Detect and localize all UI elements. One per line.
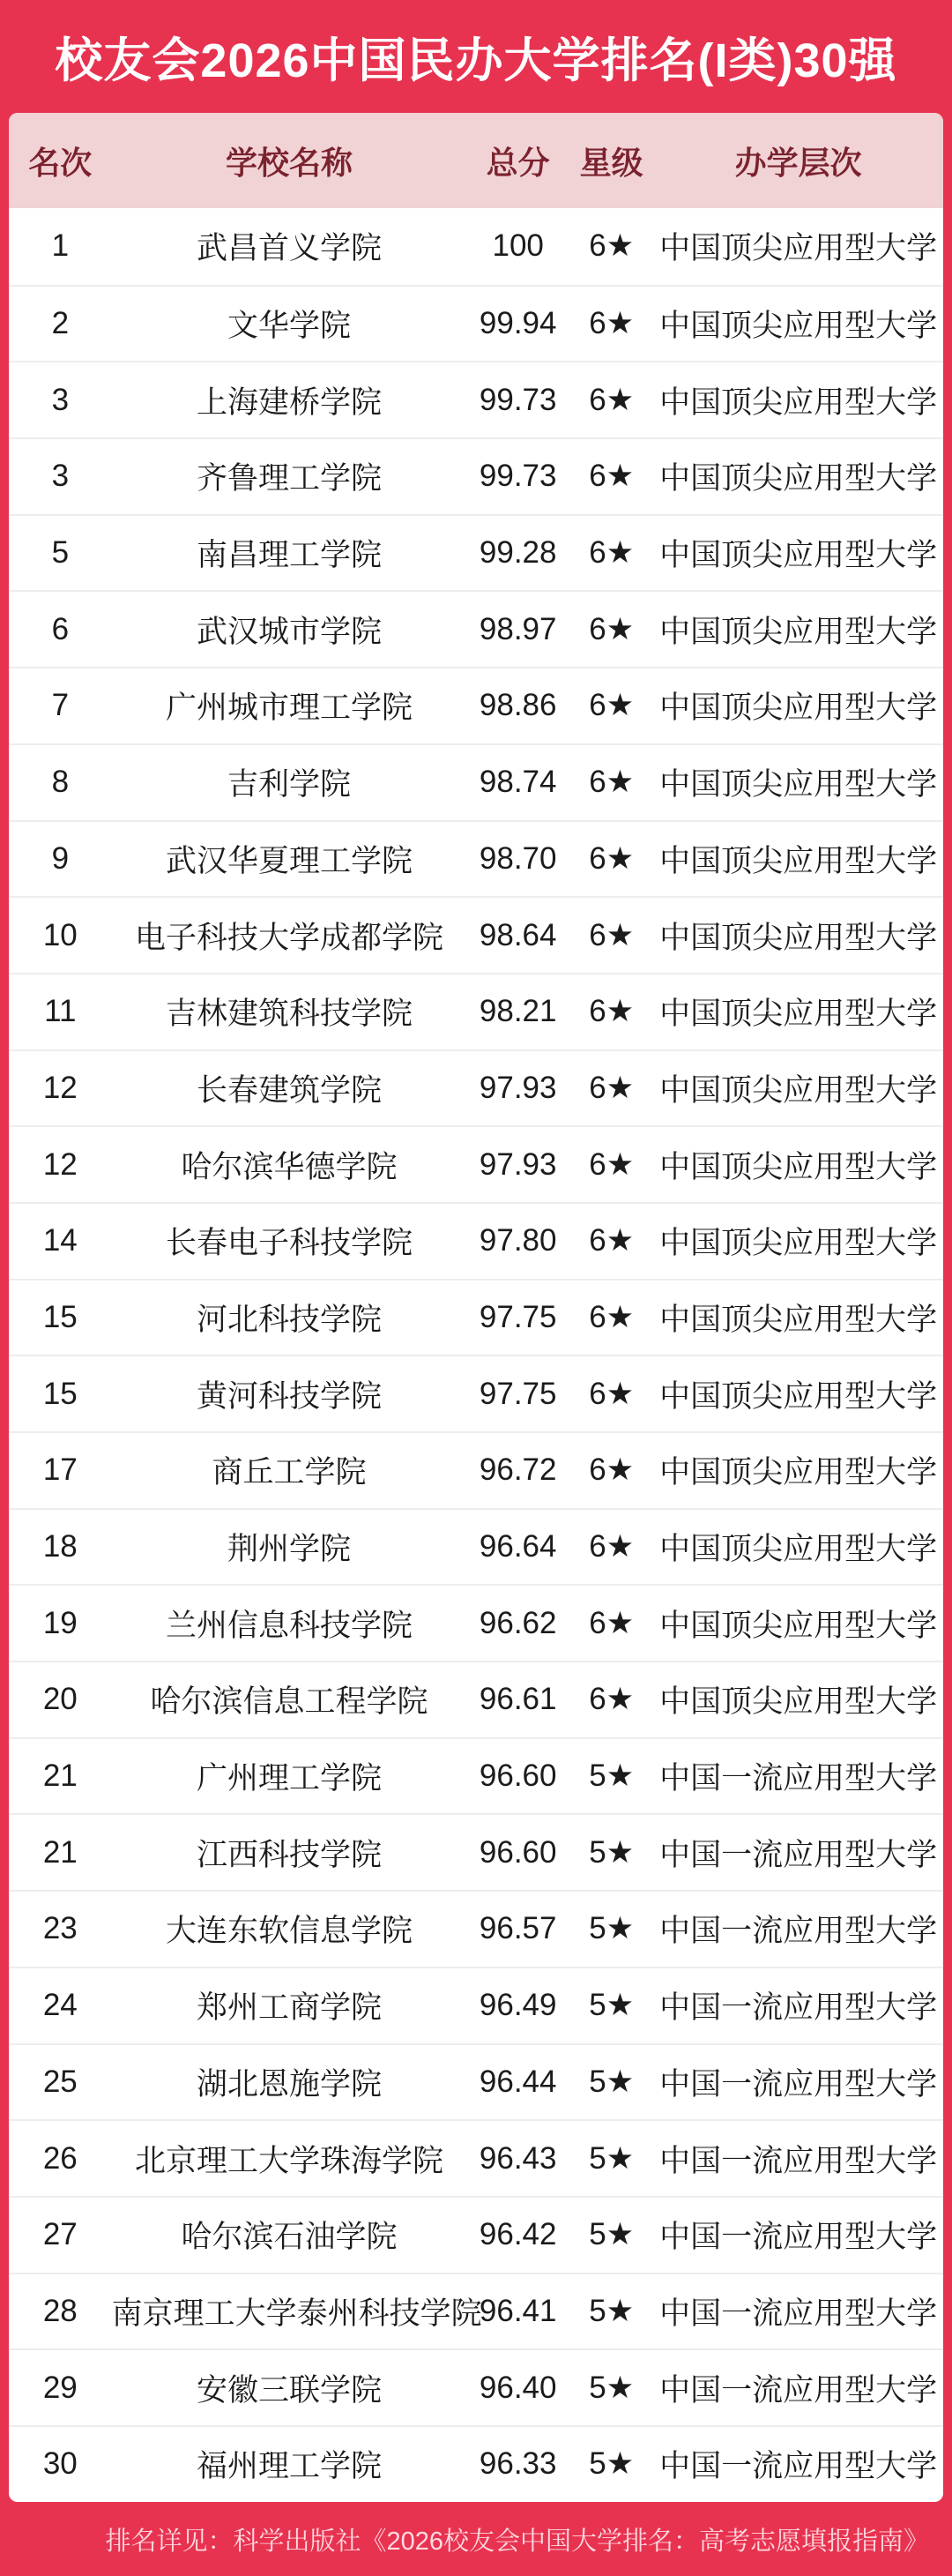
level-cell: 中国顶尖应用型大学 [659,538,938,573]
column-header-level: 办学层次 [734,144,862,181]
school-name-cell: 哈尔滨华德学院 [181,1149,398,1184]
school-name-cell: 齐鲁理工学院 [196,461,382,497]
level-cell: 中国顶尖应用型大学 [659,1608,938,1643]
school-name-cell: 广州城市理工学院 [165,691,413,726]
table-row [9,1661,943,1737]
table-row [9,1584,943,1661]
table-row [9,1355,943,1431]
star-rating-cell: 6★ [589,1376,635,1411]
rank-cell: 11 [44,994,77,1029]
school-name-cell: 吉利学院 [227,767,351,803]
page-title: 校友会2026中国民办大学排名(I类)30强 [55,34,897,87]
star-rating-cell: 6★ [589,382,635,417]
rank-cell: 28 [42,2293,78,2328]
score-cell: 96.42 [479,2217,557,2252]
school-name-cell: 安徽三联学院 [196,2372,382,2408]
footer-source-note: 排名详见：科学出版社《2026校友会中国大学排名：高考志愿填报指南》 [105,2527,929,2556]
score-cell: 98.64 [479,917,557,952]
school-name-cell: 福州理工学院 [196,2449,382,2484]
table-row [9,743,943,820]
table-row [9,2425,943,2502]
level-cell: 中国一流应用型大学 [659,2449,938,2484]
level-cell: 中国顶尖应用型大学 [659,1226,938,1261]
star-rating-cell: 6★ [589,1299,635,1334]
score-cell: 96.33 [479,2446,557,2482]
level-cell: 中国顶尖应用型大学 [659,231,938,266]
rank-cell: 1 [51,228,70,264]
level-cell: 中国一流应用型大学 [659,1990,938,2026]
school-name-cell: 南京理工大学泰州科技学院 [111,2296,482,2331]
score-cell: 96.72 [479,1452,557,1488]
score-cell: 99.94 [479,306,557,341]
score-cell: 98.21 [479,994,557,1029]
school-name-cell: 文华学院 [227,309,351,344]
score-cell: 96.60 [479,1758,557,1794]
star-rating-cell: 6★ [589,459,635,494]
table-row [9,1813,943,1890]
table-row [9,208,943,285]
level-cell: 中国顶尖应用型大学 [659,1072,938,1108]
school-name-cell: 兰州信息科技学院 [165,1608,413,1643]
rank-cell: 7 [51,688,70,723]
school-name-cell: 黄河科技学院 [196,1378,382,1414]
level-cell: 中国顶尖应用型大学 [659,461,938,497]
table-row [9,820,943,897]
table-row [9,1508,943,1585]
rank-cell: 19 [42,1605,78,1640]
rank-cell: 29 [42,2370,78,2405]
table-row [9,285,943,362]
school-name-cell: 武汉城市学院 [196,614,382,649]
rank-cell: 23 [42,1911,78,1946]
rank-cell: 5 [51,535,70,571]
star-rating-cell: 6★ [589,611,635,646]
score-cell: 96.61 [479,1682,557,1717]
table-body [9,208,943,2502]
level-cell: 中国一流应用型大学 [659,1837,938,1872]
school-name-cell: 武汉华夏理工学院 [165,843,413,878]
level-cell: 中国顶尖应用型大学 [659,1684,938,1720]
school-name-cell: 大连东软信息学院 [165,1914,413,1949]
table-row [9,437,943,514]
rank-cell: 8 [51,765,70,800]
table-row [9,1202,943,1279]
rank-cell: 3 [51,459,70,494]
school-name-cell: 郑州工商学院 [196,1990,382,2026]
school-name-cell: 南昌理工学院 [196,538,382,573]
score-cell: 97.93 [479,1070,557,1105]
school-name-cell: 广州理工学院 [196,1761,382,1796]
rank-cell: 26 [42,2140,78,2176]
score-cell: 97.75 [479,1299,557,1334]
level-cell: 中国顶尖应用型大学 [659,997,938,1032]
table-row [9,1431,943,1508]
score-cell: 97.93 [479,1146,557,1182]
table-row [9,1890,943,1967]
score-cell: 96.41 [479,2293,557,2328]
school-name-cell: 荆州学院 [227,1532,351,1567]
rank-cell: 2 [51,306,70,341]
star-rating-cell: 5★ [589,1911,635,1946]
star-rating-cell: 6★ [589,840,635,876]
ranking-table [9,113,943,2502]
score-cell: 97.75 [479,1376,557,1411]
rank-cell: 12 [42,1070,78,1105]
score-cell: 96.57 [479,1911,557,1946]
table-row [9,2196,943,2273]
table-row [9,361,943,437]
table-row [9,1125,943,1202]
star-rating-cell: 5★ [589,2217,635,2252]
level-cell: 中国顶尖应用型大学 [659,920,938,955]
column-header-score: 总分 [486,144,550,181]
table-row [9,2348,943,2425]
footer-banner [0,2502,952,2576]
rank-cell: 15 [42,1376,78,1411]
school-name-cell: 上海建桥学院 [196,385,382,420]
column-header-school: 学校名称 [225,144,353,181]
rank-cell: 20 [42,1682,78,1717]
star-rating-cell: 6★ [589,535,635,571]
star-rating-cell: 6★ [589,1529,635,1564]
star-rating-cell: 5★ [589,2370,635,2405]
star-rating-cell: 6★ [589,228,635,264]
school-name-cell: 北京理工大学珠海学院 [134,2143,443,2178]
score-cell: 98.74 [479,765,557,800]
star-rating-cell: 6★ [589,994,635,1029]
level-cell: 中国一流应用型大学 [659,2066,938,2102]
level-cell: 中国顶尖应用型大学 [659,385,938,420]
school-name-cell: 湖北恩施学院 [196,2066,382,2102]
column-header-rank: 名次 [28,144,93,181]
star-rating-cell: 6★ [589,765,635,800]
score-cell: 99.28 [479,535,557,571]
rank-cell: 21 [42,1758,78,1794]
rank-cell: 21 [42,1834,78,1870]
level-cell: 中国顶尖应用型大学 [659,309,938,344]
score-cell: 99.73 [479,459,557,494]
rank-cell: 3 [51,382,70,417]
score-cell: 96.40 [479,2370,557,2405]
score-cell: 97.80 [479,1223,557,1258]
star-rating-cell: 6★ [589,1146,635,1182]
table-row [9,590,943,667]
level-cell: 中国顶尖应用型大学 [659,691,938,726]
star-rating-cell: 5★ [589,2293,635,2328]
school-name-cell: 长春建筑学院 [196,1072,382,1108]
score-cell: 96.44 [479,2064,557,2099]
rank-cell: 6 [51,611,70,646]
level-cell: 中国顶尖应用型大学 [659,1455,938,1490]
star-rating-cell: 6★ [589,917,635,952]
level-cell: 中国顶尖应用型大学 [659,843,938,878]
rank-cell: 18 [42,1529,78,1564]
table-row [9,2273,943,2349]
school-name-cell: 吉林建筑科技学院 [165,997,413,1032]
rank-cell: 27 [42,2217,78,2252]
score-cell: 96.49 [479,1988,557,2023]
rank-cell: 14 [42,1223,78,1258]
title-banner [0,0,952,113]
star-rating-cell: 6★ [589,1452,635,1488]
column-header-star: 星级 [579,144,643,181]
rank-cell: 12 [42,1146,78,1182]
score-cell: 96.60 [479,1834,557,1870]
rank-cell: 15 [42,1299,78,1334]
rank-cell: 10 [42,917,78,952]
star-rating-cell: 5★ [589,2446,635,2482]
school-name-cell: 电子科技大学成都学院 [134,920,443,955]
score-cell: 96.64 [479,1529,557,1564]
school-name-cell: 哈尔滨信息工程学院 [150,1684,428,1720]
school-name-cell: 哈尔滨石油学院 [181,2220,398,2255]
star-rating-cell: 6★ [589,1070,635,1105]
level-cell: 中国顶尖应用型大学 [659,767,938,803]
star-rating-cell: 6★ [589,1223,635,1258]
star-rating-cell: 6★ [589,688,635,723]
level-cell: 中国一流应用型大学 [659,1761,938,1796]
star-rating-cell: 5★ [589,1988,635,2023]
table-row [9,514,943,591]
school-name-cell: 武昌首义学院 [196,231,382,266]
score-cell: 96.62 [479,1605,557,1640]
level-cell: 中国顶尖应用型大学 [659,1149,938,1184]
table-row [9,896,943,973]
table-row [9,2119,943,2196]
rank-cell: 30 [42,2446,78,2482]
star-rating-cell: 6★ [589,306,635,341]
level-cell: 中国顶尖应用型大学 [659,1532,938,1567]
school-name-cell: 江西科技学院 [196,1837,382,1872]
table-header-row [9,113,943,208]
score-cell: 96.43 [479,2140,557,2176]
table-row [9,973,943,1049]
level-cell: 中国一流应用型大学 [659,2296,938,2331]
level-cell: 中国一流应用型大学 [659,1914,938,1949]
star-rating-cell: 6★ [589,1682,635,1717]
table-row [9,1737,943,1814]
star-rating-cell: 5★ [589,1834,635,1870]
star-rating-cell: 6★ [589,1605,635,1640]
score-cell: 98.70 [479,840,557,876]
score-cell: 98.97 [479,611,557,646]
level-cell: 中国一流应用型大学 [659,2220,938,2255]
score-cell: 98.86 [479,688,557,723]
table-row [9,1279,943,1355]
table-row [9,667,943,743]
level-cell: 中国顶尖应用型大学 [659,1302,938,1337]
rank-cell: 25 [42,2064,78,2099]
star-rating-cell: 5★ [589,2064,635,2099]
rank-cell: 24 [42,1988,78,2023]
level-cell: 中国一流应用型大学 [659,2372,938,2408]
level-cell: 中国顶尖应用型大学 [659,1378,938,1414]
table-row [9,1049,943,1126]
star-rating-cell: 5★ [589,2140,635,2176]
score-cell: 100 [492,228,544,264]
table-row [9,1967,943,2043]
rank-cell: 17 [42,1452,78,1488]
star-rating-cell: 5★ [589,1758,635,1794]
school-name-cell: 长春电子科技学院 [165,1226,413,1261]
school-name-cell: 河北科技学院 [196,1302,382,1337]
score-cell: 99.73 [479,382,557,417]
level-cell: 中国一流应用型大学 [659,2143,938,2178]
rank-cell: 9 [51,840,70,876]
level-cell: 中国顶尖应用型大学 [659,614,938,649]
table-row [9,2043,943,2120]
school-name-cell: 商丘工学院 [212,1455,367,1490]
